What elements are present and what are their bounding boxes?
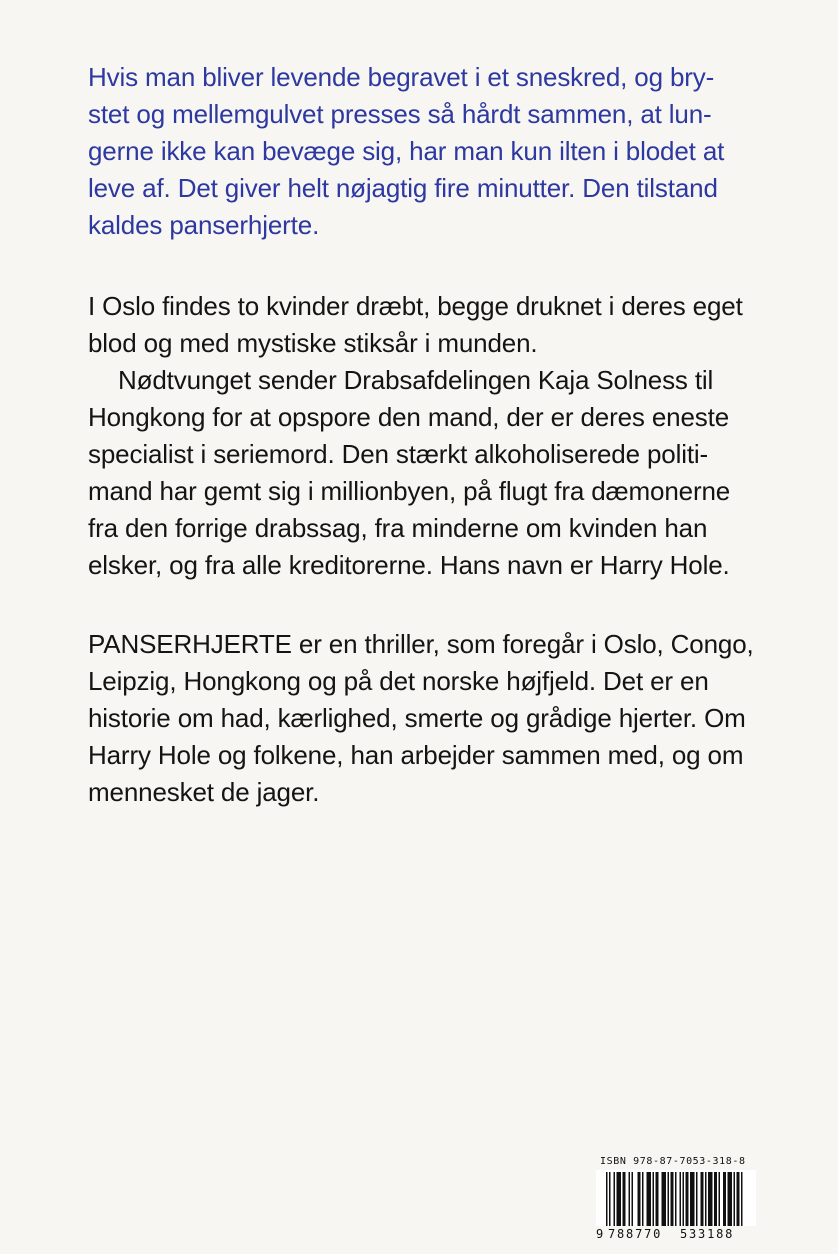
barcode-bar [671, 1172, 674, 1226]
intro-line: leve af. Det giver helt nøjagtig fire minutter. Den tilstand [88, 173, 718, 203]
barcode-bar [642, 1172, 644, 1226]
synopsis-line: PANSERHJERTE er en thriller, som foregår i Oslo, Congo, [88, 629, 754, 659]
barcode-bar [741, 1172, 743, 1226]
synopsis-line: I Oslo findes to kvinder dræbt, begge druknet i deres eget [88, 291, 743, 321]
barcode-bar [728, 1172, 733, 1226]
barcode-bar [653, 1172, 655, 1226]
barcode-bar [614, 1172, 616, 1226]
barcode-digit-group-left: 788770 [608, 1227, 663, 1241]
intro-line: gerne ikke kan bevæge sig, har man kun ilten i blodet at [88, 136, 725, 166]
barcode-bar [734, 1172, 736, 1226]
barcode-bar [675, 1172, 677, 1226]
barcode-bar [737, 1172, 740, 1226]
barcode-bar [680, 1172, 682, 1226]
synopsis-line: Harry Hole og folkene, han arbejder sammen med, og om [88, 740, 744, 770]
intro-line: Hvis man bliver levende begravet i et sneskred, og bry- [88, 62, 715, 92]
intro-paragraph [88, 59, 768, 244]
barcode-bar [705, 1172, 707, 1226]
isbn-label: ISBN 978-87-7053-318-8 [600, 1156, 746, 1167]
synopsis-paragraph-1 [88, 288, 768, 362]
isbn-barcode-block [596, 1156, 756, 1242]
synopsis-line: elsker, og fra alle kreditorerne. Hans navn er Harry Hole. [88, 550, 730, 580]
intro-line: kaldes panserhjerte. [88, 210, 320, 240]
barcode-bar [662, 1172, 667, 1226]
barcode-bar [719, 1172, 721, 1226]
barcode-bar [609, 1172, 611, 1226]
synopsis-line: specialist i seriemord. Den stærkt alkoholiserede politi- [88, 439, 709, 469]
synopsis-line: fra den forrige drabssag, fra minderne om kvinden han [88, 513, 708, 543]
barcode-bar [714, 1172, 717, 1226]
intro-line: stet og mellemgulvet presses så hårdt sammen, at lun- [88, 99, 712, 129]
barcode-bar [647, 1172, 652, 1226]
synopsis-line: Leipzig, Hongkong og på det norske højfjeld. Det er en [88, 666, 709, 696]
barcode-bar [632, 1172, 634, 1226]
synopsis-paragraph-2 [88, 362, 768, 584]
synopsis-paragraph-3 [88, 626, 768, 811]
barcode-bar [606, 1172, 608, 1226]
synopsis-line: Nødtvunget sender Drabsafdelingen Kaja Solness til [118, 365, 714, 395]
synopsis-line: Hongkong for at opspore den mand, der er deres eneste [88, 402, 730, 432]
barcode-lead-digit: 9 [596, 1227, 604, 1241]
synopsis-line: blod og med mystiske stiksår i munden. [88, 328, 538, 358]
synopsis-line: historie om had, kærlighed, smerte og grådige hjerter. Om [88, 703, 746, 733]
barcode-bar [696, 1172, 698, 1226]
synopsis-line: mand har gemt sig i millionbyen, på flugt fra dæmonerne [88, 476, 731, 506]
barcode-image [596, 1170, 756, 1226]
barcode-bar [623, 1172, 626, 1226]
barcode-bar [723, 1172, 726, 1226]
barcode-bar [690, 1172, 695, 1226]
barcode-bar [638, 1172, 641, 1226]
barcode-bar [683, 1172, 685, 1226]
barcode-bar [656, 1172, 659, 1226]
barcode-bar [629, 1172, 631, 1226]
barcode-bar [668, 1172, 670, 1226]
barcode-digit-group-right: 533188 [680, 1227, 735, 1241]
barcode-bar [617, 1172, 622, 1226]
barcode-digits [596, 1227, 756, 1241]
barcode-bar [701, 1172, 704, 1226]
barcode-bar [686, 1172, 689, 1226]
synopsis-line: mennesket de jager. [88, 777, 320, 807]
barcode-bar [708, 1172, 713, 1226]
